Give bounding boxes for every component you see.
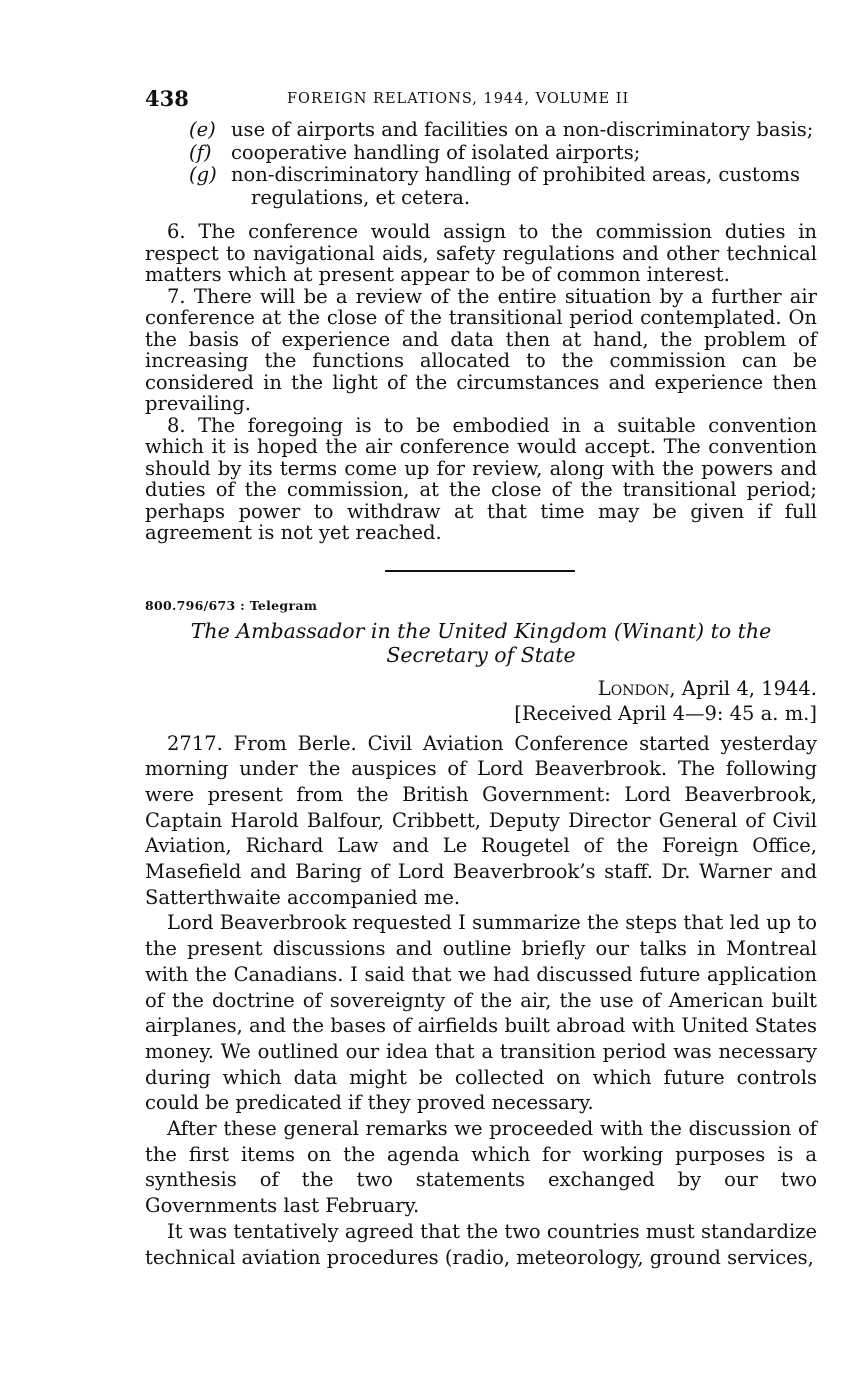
file-reference: 800.796/673 : Telegram — [145, 597, 318, 613]
list-label-f: f — [196, 140, 204, 164]
running-head: FOREIGN RELATIONS, 1944, VOLUME II — [287, 91, 630, 107]
section-divider — [385, 570, 575, 572]
telegram-paragraph-4: It was tentatively agreed that the two countries must standardize technical aviation procedures (radio, meteorology, ground services, — [145, 1219, 817, 1269]
dateline-place: London — [597, 676, 670, 700]
body-section-1 — [145, 221, 817, 544]
document-page — [145, 86, 817, 1270]
paragraph-8: 8. The foregoing is to be embodied in a suitable convention which it is hoped the air conference would accept. The convention should by its terms come up for review, along with the powers and duties of the commission, at the close of the transitional period; perhaps power to withdraw at that time may be given if full agreement is not yet reached. — [145, 413, 817, 544]
received-note: [Received April 4—9: 45 a. m.] — [514, 701, 817, 725]
telegram-paragraph-3: After these general remarks we proceeded with the discussion of the first items on the agenda which for working purposes is a synthesis of the two statements exchanged by our two Governments last February. — [145, 1117, 817, 1218]
telegram-body — [145, 731, 817, 1271]
telegram-paragraph-1: 2717. From Berle. Civil Aviation Conference started yesterday morning under the auspices of Lord Beaverbrook. The following were present from the British Government: Lord Beaverbrook, Captain Harold Balfour, Cribbett, Deputy Director General of Civil Aviation, Richard Law and Le Rougetel of the Foreign Office, Masefield and Baring of Lord Beaverbrook’s staff. Dr. Warner and Satterthwaite accompanied me. — [145, 731, 817, 909]
page-number: 438 — [145, 86, 189, 111]
list-item-g: (g) non-discriminatory handling of prohibited areas, customs regulations, et cetera. — [189, 164, 817, 209]
list-text-g-continuation: regulations, et cetera. — [251, 185, 471, 209]
dateline — [145, 677, 817, 701]
list-item-e: (e) use of airports and facilities on a non-discriminatory basis; — [189, 118, 814, 141]
document-title: The Ambassador in the United Kingdom (Winant) to the Secretary of State — [190, 618, 772, 667]
dateline-date: , April 4, 1944. — [669, 676, 817, 700]
list-text-g: non-discriminatory handling of prohibited areas, customs — [231, 163, 800, 186]
list-item-f: (f) cooperative handling of isolated airports; — [189, 140, 641, 164]
list-label-g: g — [196, 163, 210, 186]
telegram-paragraph-2: Lord Beaverbrook requested I summarize the steps that led up to the present discussions and outline briefly our talks in Montreal with the Canadians. I said that we had discussed future application of the doctrine of sovereignty of the air, the use of American built airplanes, and the bases of airfields built abroad with United States money. We outlined our idea that a transition period was necessary during which data might be collected on which future controls could be predicated if they proved necessary. — [145, 911, 817, 1115]
list-text-f: cooperative handling of isolated airports; — [231, 140, 641, 164]
list-text-e: use of airports and facilities on a non-discriminatory basis; — [231, 118, 814, 141]
list-label-e: e — [196, 118, 209, 141]
enumerated-list — [189, 119, 817, 209]
page-header — [145, 86, 817, 116]
paragraph-7: 7. There will be a review of the entire situation by a further air conference at the close of the transitional period contemplated. On the basis of experience and data then at hand, the problem of increasing the functions allocated to the commission can be considered in the light of the circumstances and experience then prevailing. — [145, 284, 817, 415]
paragraph-6: 6. The conference would assign to the commission duties in respect to navigational aids, safety regulations and other technical matters which at present appear to be of common interest. — [145, 220, 817, 286]
